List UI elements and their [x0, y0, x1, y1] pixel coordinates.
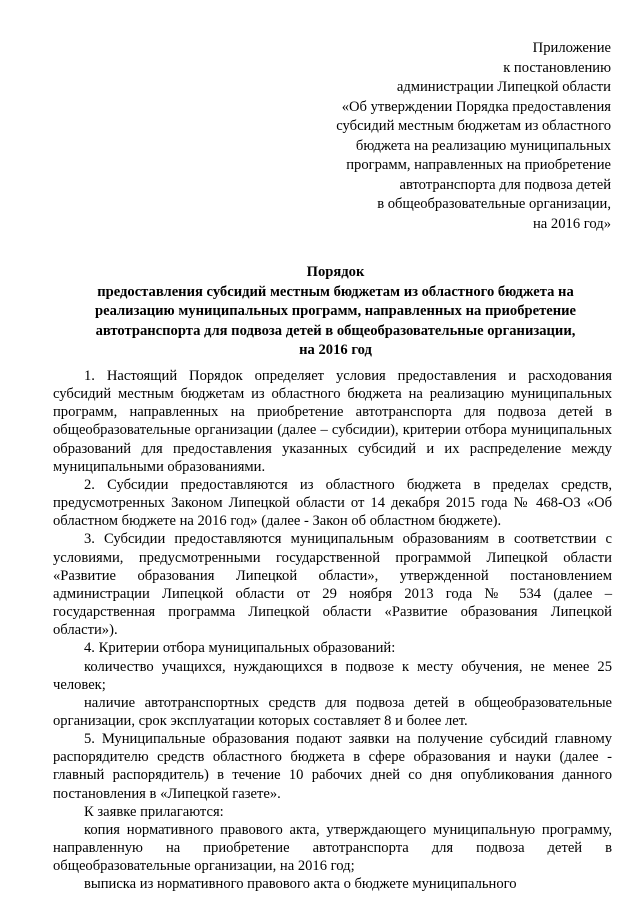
paragraph-2: 2. Субсидии предоставляются из областного бюджета в пределах средств, предусмотренных Законом Липецкой области от 14 декабря 2015 года № 468-ОЗ «Об областном бюджете на 2016 год» (далее - Закон об областном бюджете).	[53, 476, 612, 530]
paragraph-3: 3. Субсидии предоставляются муниципальным образованиям в соответствии с условиями, предусмотренными государственной программой Липецкой области «Развитие образования Липецкой области», утвержденной постановлением администрации Липецкой области от 29 ноября 2013 года № 534 (далее – государственная программа Липецкой области «Развитие образования Липецкой области»).	[53, 531, 612, 639]
attachment-1: копия нормативного правового акта, утверждающего муниципальную программу, направленную на приобретение автотранспорта для подвоза детей в общеобразовательные организации, на 2016 год;	[53, 821, 612, 875]
paragraph-5: 5. Муниципальные образования подают заявки на получение субсидий главному распорядителю средств областного бюджета в сфере образования и науки (далее - главный распорядитель) в течение 10 рабочих дней со дня опубликования данного постановления в «Липецкой газете».	[53, 731, 612, 802]
attachment-2: выписка из нормативного правового акта о бюджете муниципального	[84, 876, 517, 893]
appendix-line: программ, направленных на приобретение	[346, 157, 611, 173]
title-line: на 2016 год	[299, 342, 372, 359]
criterion-2: наличие автотранспортных средств для подвоза детей в общеобразовательные организации, срок эксплуатации которых составляет 8 и более лет.	[53, 694, 612, 729]
title-line: реализацию муниципальных программ, направленных на приобретение	[94, 303, 577, 320]
appendix-line: администрации Липецкой области	[396, 79, 611, 95]
attachments-intro: К заявке прилагаются:	[84, 803, 224, 820]
criterion-1: количество учащихся, нуждающихся в подвозе к месту обучения, не менее 25 человек;	[53, 658, 612, 693]
title-line: предоставления субсидий местным бюджетам из областного бюджета на	[97, 283, 574, 300]
paragraph-1: 1. Настоящий Порядок определяет условия предоставления и расходования субсидий местным бюджетам из областного бюджета на реализацию муниципальных программ, направленных на приобретение автотранспорта для подвоза детей в общеобразовательные организации (далее – субсидии), критерии отбора муниципальных образований для предоставления указанных субсидий и их распределение между муниципальными образованиями.	[53, 368, 612, 475]
document-title	[40, 263, 631, 361]
appendix-line: в общеобразовательные организации,	[377, 196, 611, 212]
appendix-line: бюджета на реализацию муниципальных	[355, 137, 611, 154]
appendix-header	[311, 39, 611, 234]
appendix-line: автотранспорта для подвоза детей	[399, 176, 611, 193]
appendix-line: Приложение	[532, 40, 611, 56]
paragraph-4: 4. Критерии отбора муниципальных образований:	[84, 640, 396, 657]
appendix-line: к постановлению	[503, 59, 611, 76]
title-line: автотранспорта для подвоза детей в общеобразовательные организации,	[95, 322, 576, 339]
appendix-line: субсидий местным бюджетам из областного	[336, 118, 611, 134]
title-line: Порядок	[306, 264, 365, 280]
appendix-line: «Об утверждении Порядка предоставления	[341, 98, 611, 115]
document-body	[53, 367, 612, 894]
appendix-line: на 2016 год»	[533, 215, 611, 232]
